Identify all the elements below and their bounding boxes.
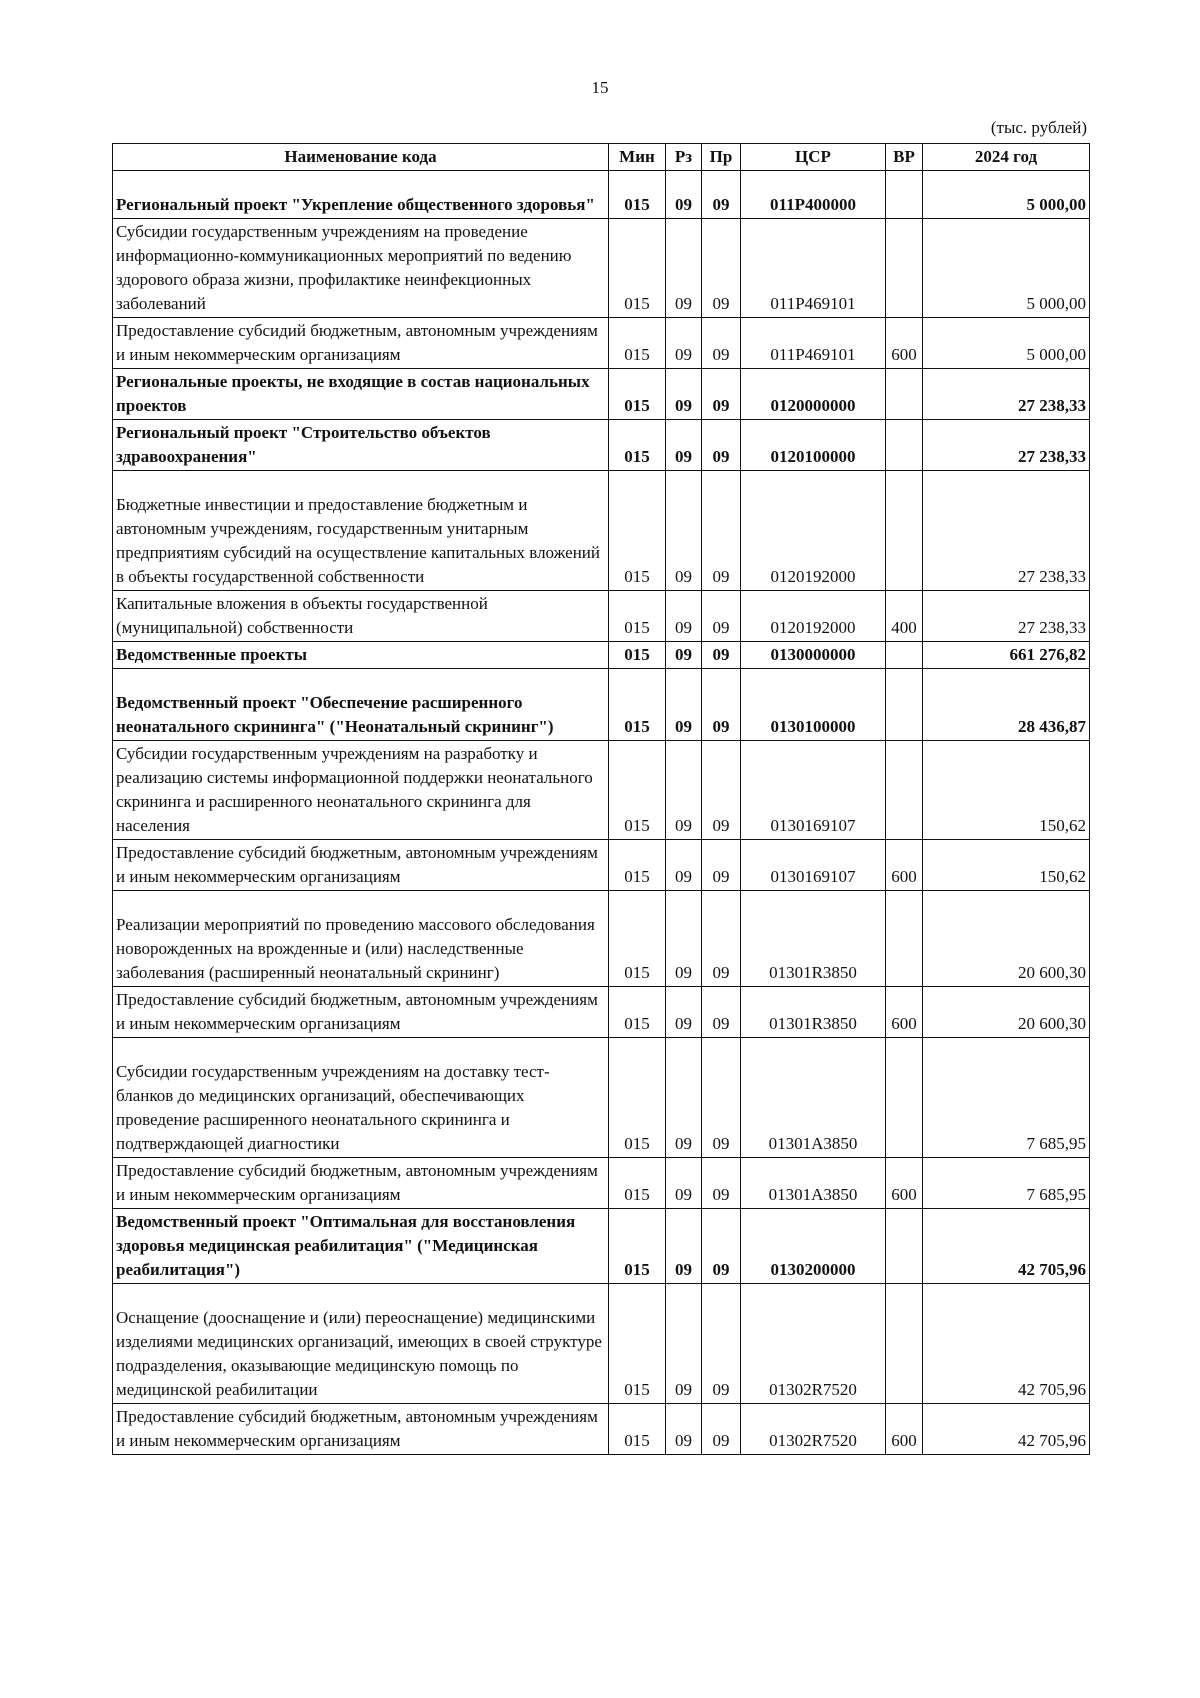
row-min-cell: 015 <box>609 741 666 840</box>
table-row <box>113 171 1090 219</box>
row-vr-cell <box>886 891 923 987</box>
row-rz-cell: 09 <box>666 591 702 642</box>
row-amount-cell: 150,62 <box>923 840 1090 891</box>
row-vr-cell <box>886 1284 923 1404</box>
row-min-cell: 015 <box>609 1284 666 1404</box>
table-row <box>113 591 1090 642</box>
row-pr-cell: 09 <box>702 741 741 840</box>
table-row <box>113 420 1090 471</box>
row-rz-cell: 09 <box>666 471 702 591</box>
row-min-cell: 015 <box>609 1209 666 1284</box>
table-row <box>113 987 1090 1038</box>
page-number: 15 <box>591 78 609 97</box>
row-vr-cell <box>886 1209 923 1284</box>
row-amount-cell: 27 238,33 <box>923 591 1090 642</box>
row-name-cell: Региональные проекты, не входящие в состав национальных проектов <box>113 369 609 420</box>
table-row <box>113 741 1090 840</box>
header-rz: Рз <box>666 144 702 171</box>
row-csr-cell: 011P469101 <box>741 318 886 369</box>
row-name-cell: Оснащение (дооснащение и (или) переоснащение) медицинскими изделиями медицинских организаций, имеющих в своей структуре подразделения, оказывающие медицинскую помощь по медицинской реабилитации <box>113 1284 609 1404</box>
row-pr-cell: 09 <box>702 840 741 891</box>
table-row <box>113 1209 1090 1284</box>
row-csr-cell: 0130000000 <box>741 642 886 669</box>
row-rz-cell: 09 <box>666 219 702 318</box>
row-csr-cell: 011P469101 <box>741 219 886 318</box>
row-min-cell: 015 <box>609 420 666 471</box>
row-pr-cell: 09 <box>702 369 741 420</box>
row-rz-cell: 09 <box>666 987 702 1038</box>
row-rz-cell: 09 <box>666 171 702 219</box>
table-row <box>113 642 1090 669</box>
row-min-cell: 015 <box>609 642 666 669</box>
row-min-cell: 015 <box>609 891 666 987</box>
row-csr-cell: 01302R7520 <box>741 1284 886 1404</box>
row-name-cell: Ведомственный проект "Оптимальная для восстановления здоровья медицинская реабилитация" ("Медицинская реабилитация") <box>113 1209 609 1284</box>
table-row <box>113 1158 1090 1209</box>
row-rz-cell: 09 <box>666 420 702 471</box>
row-amount-cell: 27 238,33 <box>923 471 1090 591</box>
row-csr-cell: 011P400000 <box>741 171 886 219</box>
row-pr-cell: 09 <box>702 318 741 369</box>
row-csr-cell: 0120192000 <box>741 591 886 642</box>
row-min-cell: 015 <box>609 669 666 741</box>
row-vr-cell: 600 <box>886 1404 923 1455</box>
row-rz-cell: 09 <box>666 1284 702 1404</box>
table-row <box>113 891 1090 987</box>
row-pr-cell: 09 <box>702 1209 741 1284</box>
row-name-cell: Предоставление субсидий бюджетным, автономным учреждениям и иным некоммерческим организациям <box>113 987 609 1038</box>
table-header-row <box>113 144 1090 171</box>
header-pr: Пр <box>702 144 741 171</box>
row-csr-cell: 01301R3850 <box>741 987 886 1038</box>
table-row <box>113 318 1090 369</box>
row-vr-cell: 600 <box>886 987 923 1038</box>
row-rz-cell: 09 <box>666 1038 702 1158</box>
row-min-cell: 015 <box>609 471 666 591</box>
row-vr-cell: 400 <box>886 591 923 642</box>
row-name-cell: Ведомственные проекты <box>113 642 609 669</box>
row-vr-cell <box>886 642 923 669</box>
row-rz-cell: 09 <box>666 669 702 741</box>
row-rz-cell: 09 <box>666 642 702 669</box>
row-csr-cell: 01301A3850 <box>741 1158 886 1209</box>
row-vr-cell <box>886 669 923 741</box>
row-csr-cell: 0130100000 <box>741 669 886 741</box>
row-csr-cell: 0130169107 <box>741 741 886 840</box>
row-amount-cell: 42 705,96 <box>923 1284 1090 1404</box>
row-pr-cell: 09 <box>702 669 741 741</box>
row-amount-cell: 5 000,00 <box>923 219 1090 318</box>
row-amount-cell: 7 685,95 <box>923 1038 1090 1158</box>
header-vr: ВР <box>886 144 923 171</box>
row-amount-cell: 20 600,30 <box>923 891 1090 987</box>
row-vr-cell <box>886 1038 923 1158</box>
row-pr-cell: 09 <box>702 591 741 642</box>
row-name-cell: Региональный проект "Укрепление общественного здоровья" <box>113 171 609 219</box>
row-csr-cell: 0120000000 <box>741 369 886 420</box>
table-row <box>113 840 1090 891</box>
row-vr-cell <box>886 369 923 420</box>
row-amount-cell: 5 000,00 <box>923 171 1090 219</box>
row-amount-cell: 42 705,96 <box>923 1404 1090 1455</box>
row-pr-cell: 09 <box>702 1158 741 1209</box>
row-vr-cell: 600 <box>886 840 923 891</box>
row-rz-cell: 09 <box>666 741 702 840</box>
row-pr-cell: 09 <box>702 219 741 318</box>
row-name-cell: Субсидии государственным учреждениям на проведение информационно-коммуникационных мероприятий по ведению здорового образа жизни, профилактике неинфекционных заболеваний <box>113 219 609 318</box>
budget-table <box>112 143 1090 1455</box>
row-csr-cell: 0130200000 <box>741 1209 886 1284</box>
header-csr: ЦСР <box>741 144 886 171</box>
row-vr-cell <box>886 471 923 591</box>
row-pr-cell: 09 <box>702 471 741 591</box>
row-name-cell: Ведомственный проект "Обеспечение расширенного неонатального скрининга" ("Неонатальный скрининг") <box>113 669 609 741</box>
row-rz-cell: 09 <box>666 318 702 369</box>
row-min-cell: 015 <box>609 840 666 891</box>
row-vr-cell: 600 <box>886 1158 923 1209</box>
row-pr-cell: 09 <box>702 1038 741 1158</box>
row-vr-cell: 600 <box>886 318 923 369</box>
row-pr-cell: 09 <box>702 1404 741 1455</box>
row-csr-cell: 01301A3850 <box>741 1038 886 1158</box>
row-amount-cell: 28 436,87 <box>923 669 1090 741</box>
row-pr-cell: 09 <box>702 420 741 471</box>
row-csr-cell: 0120192000 <box>741 471 886 591</box>
row-min-cell: 015 <box>609 1404 666 1455</box>
row-pr-cell: 09 <box>702 1284 741 1404</box>
row-pr-cell: 09 <box>702 891 741 987</box>
units-note: (тыс. рублей) <box>990 118 1087 137</box>
row-rz-cell: 09 <box>666 1404 702 1455</box>
row-name-cell: Предоставление субсидий бюджетным, автономным учреждениям и иным некоммерческим организациям <box>113 1404 609 1455</box>
table-row <box>113 1404 1090 1455</box>
row-min-cell: 015 <box>609 987 666 1038</box>
row-name-cell: Предоставление субсидий бюджетным, автономным учреждениям и иным некоммерческим организациям <box>113 1158 609 1209</box>
row-name-cell: Предоставление субсидий бюджетным, автономным учреждениям и иным некоммерческим организациям <box>113 318 609 369</box>
row-pr-cell: 09 <box>702 642 741 669</box>
row-name-cell: Капитальные вложения в объекты государственной (муниципальной) собственности <box>113 591 609 642</box>
row-vr-cell <box>886 219 923 318</box>
row-pr-cell: 09 <box>702 171 741 219</box>
row-min-cell: 015 <box>609 369 666 420</box>
table-row <box>113 1284 1090 1404</box>
row-amount-cell: 150,62 <box>923 741 1090 840</box>
table-row <box>113 471 1090 591</box>
row-min-cell: 015 <box>609 1158 666 1209</box>
table-row <box>113 369 1090 420</box>
row-vr-cell <box>886 420 923 471</box>
row-rz-cell: 09 <box>666 840 702 891</box>
row-rz-cell: 09 <box>666 369 702 420</box>
row-min-cell: 015 <box>609 171 666 219</box>
row-rz-cell: 09 <box>666 1158 702 1209</box>
row-name-cell: Субсидии государственным учреждениям на разработку и реализацию системы информационной поддержки неонатального скрининга и расширенного неонатального скрининга для населения <box>113 741 609 840</box>
row-amount-cell: 27 238,33 <box>923 420 1090 471</box>
row-rz-cell: 09 <box>666 891 702 987</box>
row-csr-cell: 0130169107 <box>741 840 886 891</box>
row-min-cell: 015 <box>609 591 666 642</box>
row-min-cell: 015 <box>609 318 666 369</box>
row-amount-cell: 7 685,95 <box>923 1158 1090 1209</box>
row-amount-cell: 20 600,30 <box>923 987 1090 1038</box>
row-name-cell: Бюджетные инвестиции и предоставление бюджетным и автономным учреждениям, государственным унитарным предприятиям субсидий на осуществление капитальных вложений в объекты государственной собственности <box>113 471 609 591</box>
row-vr-cell <box>886 741 923 840</box>
row-name-cell: Региональный проект "Строительство объектов здравоохранения" <box>113 420 609 471</box>
row-min-cell: 015 <box>609 1038 666 1158</box>
row-amount-cell: 27 238,33 <box>923 369 1090 420</box>
table-row <box>113 219 1090 318</box>
row-name-cell: Реализации мероприятий по проведению массового обследования новорожденных на врожденные и (или) наследственные заболевания (расширенный неонатальный скрининг) <box>113 891 609 987</box>
header-min: Мин <box>609 144 666 171</box>
row-vr-cell <box>886 171 923 219</box>
row-rz-cell: 09 <box>666 1209 702 1284</box>
header-name: Наименование кода <box>113 144 609 171</box>
header-amount: 2024 год <box>923 144 1090 171</box>
row-pr-cell: 09 <box>702 987 741 1038</box>
row-amount-cell: 42 705,96 <box>923 1209 1090 1284</box>
row-name-cell: Субсидии государственным учреждениям на доставку тест-бланков до медицинских организаций, обеспечивающих проведение расширенного неонатального скрининга и подтверждающей диагностики <box>113 1038 609 1158</box>
row-csr-cell: 0120100000 <box>741 420 886 471</box>
row-min-cell: 015 <box>609 219 666 318</box>
table-row <box>113 1038 1090 1158</box>
row-csr-cell: 01302R7520 <box>741 1404 886 1455</box>
row-amount-cell: 5 000,00 <box>923 318 1090 369</box>
row-name-cell: Предоставление субсидий бюджетным, автономным учреждениям и иным некоммерческим организациям <box>113 840 609 891</box>
table-row <box>113 669 1090 741</box>
row-amount-cell: 661 276,82 <box>923 642 1090 669</box>
row-csr-cell: 01301R3850 <box>741 891 886 987</box>
